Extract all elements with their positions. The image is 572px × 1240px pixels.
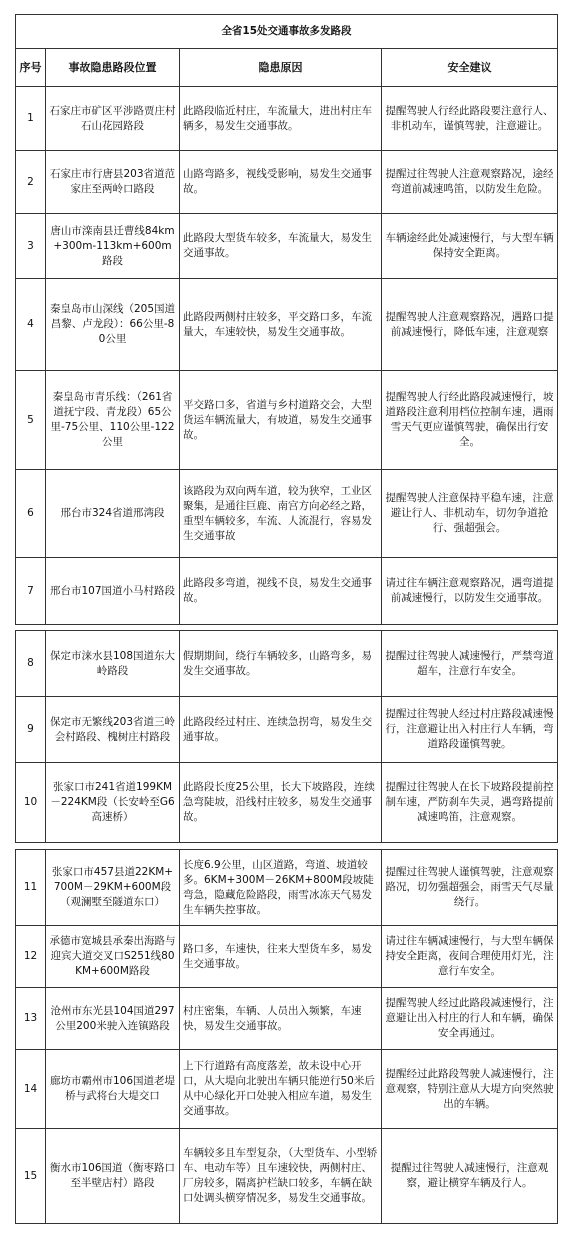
row-location: 承德市宽城县承秦出海路与迎宾大道交叉口S251线80KM+600M路段 (46, 926, 180, 988)
row-location: 张家口市457县道22KM+700M－29KM+600M段（观澜墅至隧道东口） (46, 850, 180, 926)
row-reason: 此路段临近村庄，车流量大，进出村庄车辆多，易发生交通事故。 (180, 87, 382, 151)
row-reason: 上下行道路有高度落差，故未设中心开口，从大堤向北驶出车辆只能逆行50米后从中心绿化开口处驶入相应车道，易发生交通事故。 (180, 1050, 382, 1129)
row-reason: 路口多，车速快，往来大型货车多，易发生交通事故。 (180, 926, 382, 988)
header-reason: 隐患原因 (180, 49, 382, 87)
row-advice: 请过往车辆注意观察路况，遇弯道提前减速慢行，以防发生交通事故。 (382, 558, 558, 625)
row-reason: 此路段经过村庄、连续急拐弯，易发生交通事故。 (180, 697, 382, 763)
row-reason: 该路段为双向两车道，较为狭窄，工业区聚集，是通往巨鹿、南宫方向必经之路，重型车辆较多，车流、人流混行，容易发生交通事故 (180, 470, 382, 558)
row-reason: 此路段长度25公里，长大下坡路段，连续急弯陡坡，沿线村庄较多，易发生交通事故。 (180, 763, 382, 843)
row-reason: 村庄密集，车辆、人员出入频繁，车速快，易发生交通事故。 (180, 988, 382, 1050)
row-advice: 提醒驾驶人行经此路段要注意行人、非机动车，谨慎驾驶，注意避让。 (382, 87, 558, 151)
table-row (16, 470, 558, 558)
row-number: 11 (16, 850, 46, 926)
row-location: 秦皇岛市青乐线：（261省道抚宁段、青龙段）65公里-75公里、110公里-122公里 (46, 371, 180, 470)
table-row (16, 214, 558, 279)
row-advice: 提醒驾驶人经过此路段减速慢行，注意避让出入村庄的行人和车辆，确保安全再通过。 (382, 988, 558, 1050)
row-number: 8 (16, 631, 46, 697)
row-number: 12 (16, 926, 46, 988)
row-advice: 请过往车辆减速慢行，与大型车辆保持安全距离，夜间合理使用灯光，注意行车安全。 (382, 926, 558, 988)
row-reason: 山路弯路多，视线受影响，易发生交通事故。 (180, 151, 382, 214)
row-number: 1 (16, 87, 46, 151)
row-location: 石家庄市行唐县203省道范家庄至两岭口路段 (46, 151, 180, 214)
row-location: 张家口市241省道199KM－224KM段（长安岭至G6高速桥） (46, 763, 180, 843)
table-row (16, 697, 558, 763)
row-number: 5 (16, 371, 46, 470)
row-location: 唐山市滦南县迁曹线84km+300m-113km+600m路段 (46, 214, 180, 279)
row-number: 4 (16, 279, 46, 371)
row-reason: 此路段大型货车较多，车流量大，易发生交通事故。 (180, 214, 382, 279)
row-advice: 提醒经过此路段驾驶人减速慢行，注意观察，特别注意从大堤方向突然驶出的车辆。 (382, 1050, 558, 1129)
row-advice: 提醒过往驾驶人减速慢行，注意观察，避让横穿车辆及行人。 (382, 1129, 558, 1224)
accident-table-part-3 (15, 849, 558, 1224)
header-location: 事故隐患路段位置 (46, 49, 180, 87)
table-title: 全省15处交通事故多发路段 (16, 15, 558, 49)
row-advice: 提醒驾驶人行经此路段减速慢行，坡道路段注意利用档位控制车速，遇雨雪天气更应谨慎驾驶，确保出行安全。 (382, 371, 558, 470)
row-location: 沧州市东光县104国道297公里200米驶入连镇路段 (46, 988, 180, 1050)
row-number: 7 (16, 558, 46, 625)
table-row (16, 558, 558, 625)
row-location: 秦皇岛市山深线（205国道昌黎、卢龙段）：66公里-80公里 (46, 279, 180, 371)
row-reason: 车辆较多且车型复杂，（大型货车、小型轿车、电动车等）且车速较快，两侧村庄、厂房较多，隔离护栏缺口较多，车辆在缺口处调头横穿情况多，易发生交通事故。 (180, 1129, 382, 1224)
header-serial: 序号 (16, 49, 46, 87)
row-number: 3 (16, 214, 46, 279)
table-row (16, 850, 558, 926)
accident-table-part-1 (15, 14, 558, 625)
row-reason: 此路段两侧村庄较多，平交路口多，车流量大，车速较快，易发生交通事故。 (180, 279, 382, 371)
row-location: 邢台市324省道邢湾段 (46, 470, 180, 558)
row-advice: 提醒过往驾驶人经过村庄路段减速慢行，注意避让出入村庄行人车辆，弯道路段谨慎驾驶。 (382, 697, 558, 763)
row-reason: 长度6.9公里，山区道路，弯道、坡道较多。6KM+300M－26KM+800M段坡陡弯急，隐藏危险路段，雨雪冰冻天气易发生车辆失控事故。 (180, 850, 382, 926)
table-row (16, 151, 558, 214)
row-location: 邢台市107国道小马村路段 (46, 558, 180, 625)
row-number: 9 (16, 697, 46, 763)
row-advice: 提醒过往驾驶人减速慢行，严禁弯道超车，注意行车安全。 (382, 631, 558, 697)
row-location: 廊坊市霸州市106国道老堤桥与武将台大堤交口 (46, 1050, 180, 1129)
row-number: 6 (16, 470, 46, 558)
table-row (16, 371, 558, 470)
header-advice: 安全建议 (382, 49, 558, 87)
row-advice: 提醒过往驾驶人在长下坡路段提前控制车速，严防刹车失灵，遇弯路提前减速鸣笛，注意观察。 (382, 763, 558, 843)
table-row (16, 988, 558, 1050)
row-location: 保定市无繁线203省道三岭会村路段、槐树庄村路段 (46, 697, 180, 763)
row-number: 14 (16, 1050, 46, 1129)
row-number: 15 (16, 1129, 46, 1224)
row-reason: 平交路口多，省道与乡村道路交会，大型货运车辆流量大，有坡道，易发生交通事故。 (180, 371, 382, 470)
row-number: 13 (16, 988, 46, 1050)
table-row (16, 1129, 558, 1224)
row-number: 2 (16, 151, 46, 214)
row-location: 衡水市106国道（衡枣路口至半壁店村）路段 (46, 1129, 180, 1224)
row-location: 保定市涞水县108国道东大岭路段 (46, 631, 180, 697)
row-reason: 此路段多弯道，视线不良，易发生交通事故。 (180, 558, 382, 625)
table-row (16, 279, 558, 371)
row-advice: 提醒过往驾驶人谨慎驾驶，注意观察路况，切勿强超强会，雨雪天气尽量绕行。 (382, 850, 558, 926)
row-advice: 提醒过往驾驶人注意观察路况，途经弯道前减速鸣笛，以防发生危险。 (382, 151, 558, 214)
row-reason: 假期期间，绕行车辆较多，山路弯多，易发生交通事故。 (180, 631, 382, 697)
row-number: 10 (16, 763, 46, 843)
table-row (16, 763, 558, 843)
table-row (16, 631, 558, 697)
row-location: 石家庄市矿区平涉路贾庄村石山花园路段 (46, 87, 180, 151)
row-advice: 提醒驾驶人注意观察路况，遇路口提前减速慢行，降低车速，注意观察 (382, 279, 558, 371)
row-advice: 提醒驾驶人注意保持平稳车速，注意避让行人、非机动车，切勿争道抢行、强超强会。 (382, 470, 558, 558)
table-row (16, 1050, 558, 1129)
accident-table-part-2 (15, 630, 558, 843)
table-row (16, 87, 558, 151)
row-advice: 车辆途经此处减速慢行，与大型车辆保持安全距离。 (382, 214, 558, 279)
table-row (16, 926, 558, 988)
